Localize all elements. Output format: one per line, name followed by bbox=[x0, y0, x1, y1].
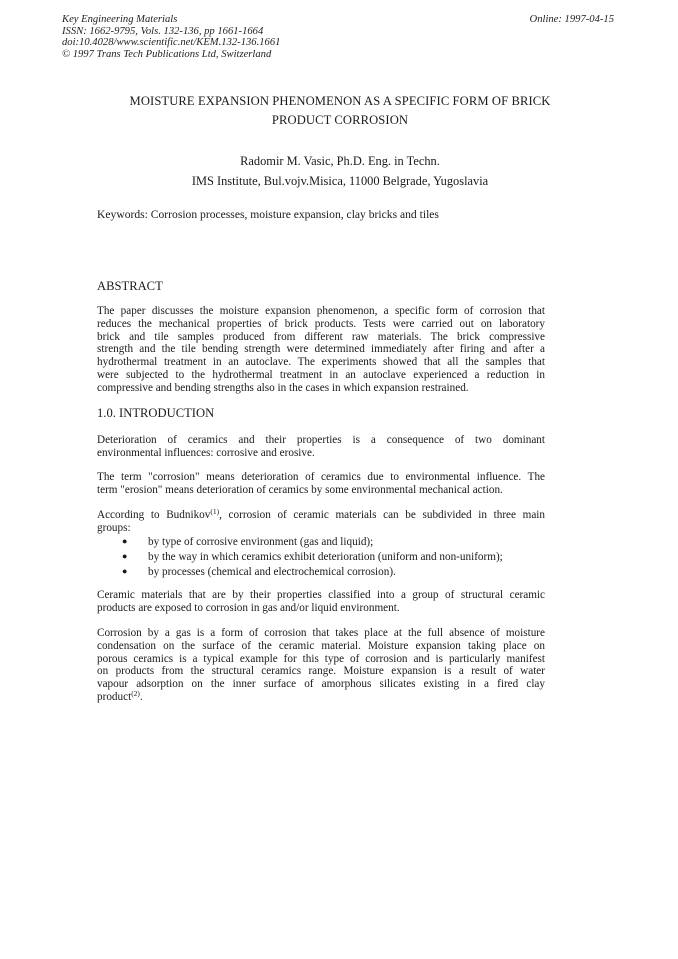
paragraph-line: term "erosion" means deterioration of ceramics by some environmental mechanical action. bbox=[97, 483, 503, 496]
publication-header bbox=[62, 14, 280, 60]
paper-title bbox=[100, 92, 580, 130]
journal-name: Key Engineering Materials bbox=[62, 14, 178, 25]
copyright-line: © 1997 Trans Tech Publications Ltd, Switzerland bbox=[62, 48, 272, 60]
list-item bbox=[122, 564, 503, 579]
intro-paragraph-3 bbox=[97, 509, 545, 535]
abstract-line: hydrothermal treatment in an autoclave. The experiments showed that all the samples that bbox=[97, 356, 545, 369]
paragraph-line: products are exposed to corrosion in gas and/or liquid environment. bbox=[97, 601, 400, 614]
paragraph-line: The term "corrosion" means deterioration of ceramics due to environmental influence. The bbox=[97, 471, 545, 483]
abstract-paragraph bbox=[97, 305, 545, 395]
corrosion-groups-list bbox=[122, 534, 503, 579]
paragraph-line: vapour adsorption on the inner surface of amorphous silicates existing in a fired clay bbox=[97, 678, 545, 691]
keywords: Keywords: Corrosion processes, moisture expansion, clay bricks and tiles bbox=[97, 208, 439, 221]
paragraph-line bbox=[97, 509, 545, 522]
intro-paragraph-4 bbox=[97, 589, 545, 615]
introduction-heading: 1.0. INTRODUCTION bbox=[97, 406, 215, 420]
list-item bbox=[122, 549, 503, 564]
bullet-icon: ● bbox=[122, 566, 128, 576]
paragraph-line: Ceramic materials that are by their properties classified into a group of structural ceramic bbox=[97, 589, 545, 601]
bullet-icon: ● bbox=[122, 536, 128, 546]
abstract-line: The paper discusses the moisture expansion phenomenon, a specific form of corrosion that bbox=[97, 305, 545, 317]
paragraph-line: Deterioration of ceramics and their properties is a consequence of two dominant bbox=[97, 434, 545, 446]
author-block bbox=[100, 151, 580, 191]
abstract-line: strength and the tile bending strength were determined immediately after firing and after a bbox=[97, 343, 545, 356]
text-segment: According to Budnikov bbox=[97, 509, 211, 521]
doi-link[interactable]: doi:10.4028/www.scientific.net/KEM.132-136.1661 bbox=[62, 37, 281, 49]
list-item-text: by processes (chemical and electrochemical corrosion). bbox=[148, 566, 396, 578]
paragraph-line: condensation on the surface of the ceramic material. Moisture expansion taking place on bbox=[97, 639, 545, 652]
list-item-text: by the way in which ceramics exhibit deterioration (uniform and non-uniform); bbox=[148, 551, 503, 563]
list-item-text: by type of corrosive environment (gas and liquid); bbox=[148, 536, 374, 548]
reference-2[interactable]: (2) bbox=[131, 688, 140, 698]
author-affiliation: IMS Institute, Bul.vojv.Misica, 11000 Belgrade, Yugoslavia bbox=[191, 174, 489, 188]
paragraph-line: porous ceramics is a typical example for this type of corrosion and is particularly manifest bbox=[97, 652, 545, 665]
text-segment: , corrosion of ceramic materials can be subdivided in three main bbox=[219, 509, 545, 521]
intro-paragraph-5 bbox=[97, 627, 545, 704]
abstract-line: brick and tile samples produced from different raw materials. The brick compressive bbox=[97, 330, 545, 343]
abstract-heading: ABSTRACT bbox=[97, 279, 163, 293]
online-date: Online: 1997-04-15 bbox=[529, 14, 614, 25]
paragraph-line: on products from the structural ceramics range. Moisture expansion is a result of water bbox=[97, 665, 545, 678]
author-name: Radomir M. Vasic, Ph.D. Eng. in Techn. bbox=[240, 154, 440, 168]
abstract-line: were subjected to the hydrothermal treatment in an autoclave experienced a reduction in bbox=[97, 368, 545, 381]
paragraph-line: environmental influences: corrosive and erosive. bbox=[97, 446, 315, 459]
text-segment: product bbox=[97, 690, 132, 703]
paragraph-line: Corrosion by a gas is a form of corrosion that takes place at the full absence of moisture bbox=[97, 627, 545, 639]
paragraph-line: groups: bbox=[97, 521, 131, 534]
bullet-icon: ● bbox=[122, 551, 128, 561]
intro-paragraph-1 bbox=[97, 434, 545, 460]
title-line-2: PRODUCT CORROSION bbox=[271, 113, 409, 127]
paragraph-line bbox=[97, 688, 545, 704]
abstract-line: reduces the mechanical properties of brick products. Tests were carried out on laboratory bbox=[97, 317, 545, 330]
issn-line: ISSN: 1662-9795, Vols. 132-136, pp 1661-1664 bbox=[62, 25, 264, 37]
intro-paragraph-2 bbox=[97, 471, 545, 497]
title-line-1: MOISTURE EXPANSION PHENOMENON AS A SPECIFIC FORM OF BRICK bbox=[129, 94, 551, 108]
text-segment: . bbox=[139, 690, 143, 703]
list-item bbox=[122, 534, 503, 549]
abstract-line: compressive and bending strengths also in the cases in which expansion restrained. bbox=[97, 381, 469, 394]
reference-1[interactable]: (1) bbox=[210, 507, 220, 516]
